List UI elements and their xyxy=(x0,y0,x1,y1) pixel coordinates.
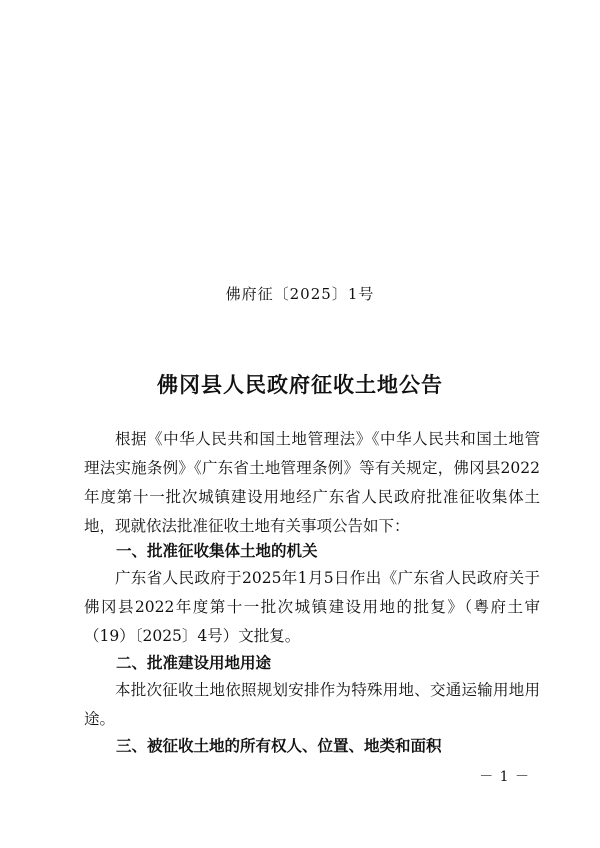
intro-paragraph-block xyxy=(84,425,540,541)
section2-paragraph: 本批次征收土地依照规划安排作为特殊用地、交通运输用地用途。 xyxy=(84,681,540,728)
section-heading-land-use: 二、批准建设用地用途 xyxy=(116,654,272,672)
document-title: 佛冈县人民政府征收土地公告 xyxy=(157,372,443,397)
section-heading-land-owners: 三、被征收土地的所有权人、位置、地类和面积 xyxy=(116,737,442,755)
section1-paragraph: 广东省人民政府于2025年1月5日作出《广东省人民政府关于佛冈县2022年度第十一批次城镇建设用地的批复》（粤府土审（19）〔2025〕4号）文批复。 xyxy=(84,569,540,645)
section2-paragraph-block xyxy=(84,676,540,734)
section-heading-approval-authority: 一、批准征收集体土地的机关 xyxy=(116,542,318,560)
section1-paragraph-block xyxy=(84,564,540,651)
page-number: － 1 － xyxy=(479,769,530,785)
intro-paragraph: 根据《中华人民共和国土地管理法》《中华人民共和国土地管理法实施条例》《广东省土地管理条例》等有关规定，佛冈县2022年度第十一批次城镇建设用地经广东省人民政府批准征收集体土地，现就依法批准征收土地有关事项公告如下： xyxy=(84,430,540,535)
document-number: 佛府征〔2025〕1号 xyxy=(225,285,375,303)
